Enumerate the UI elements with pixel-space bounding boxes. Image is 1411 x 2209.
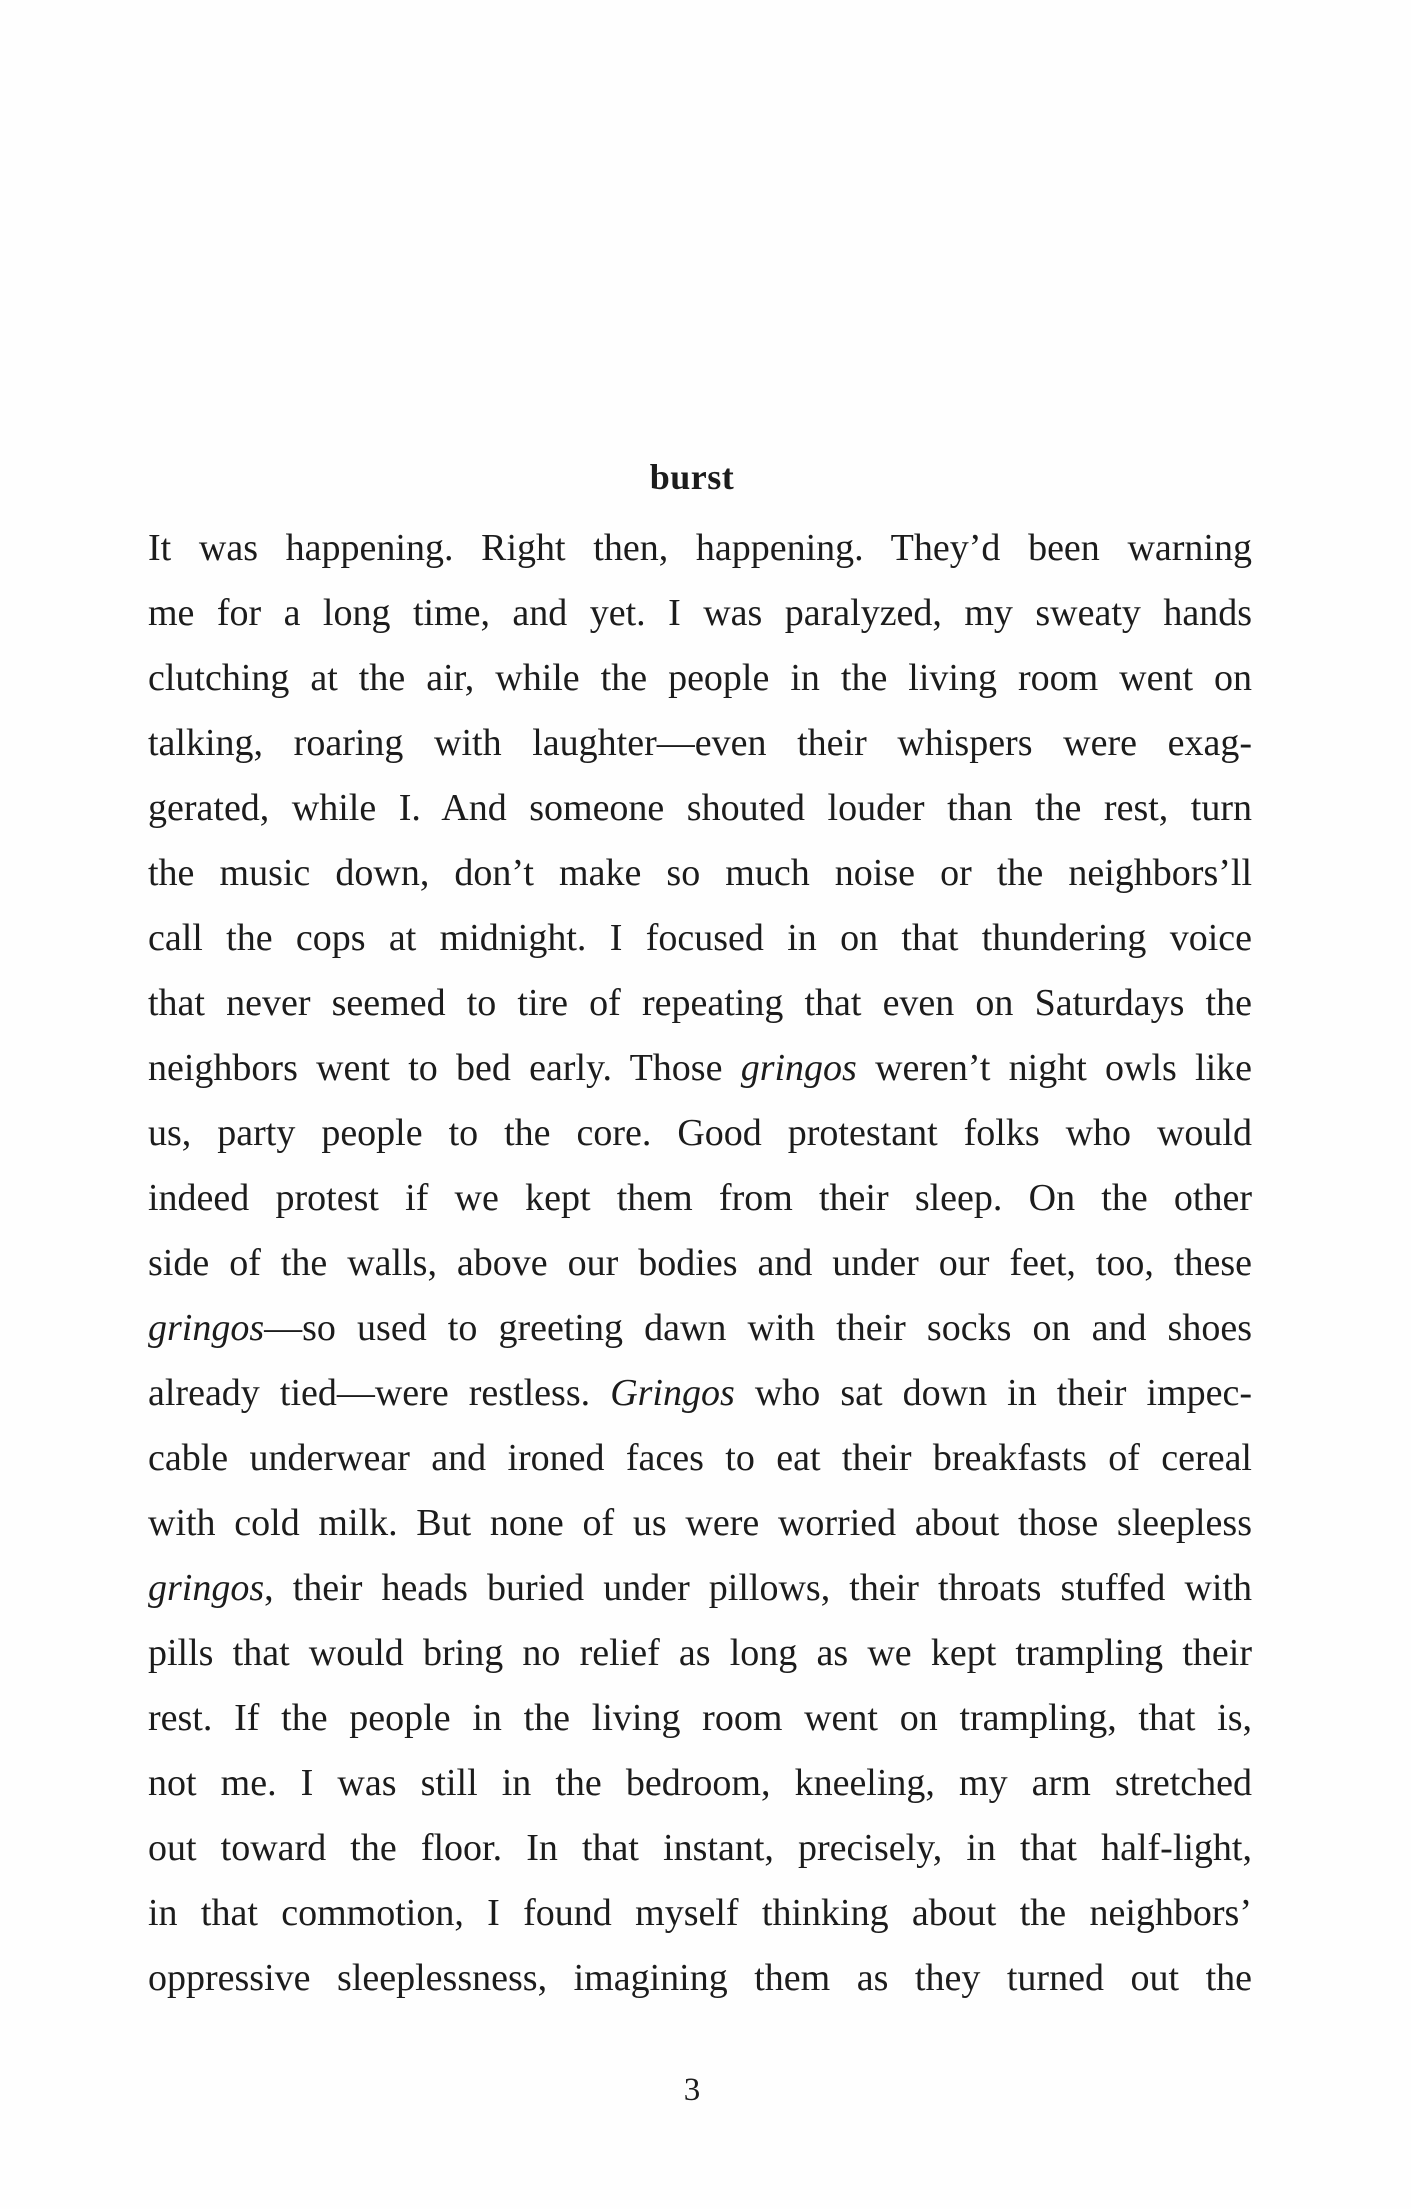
text-segment: in that commotion, I found myself thinking about the neighbors’ (148, 1892, 1252, 1934)
text-line (148, 1036, 1252, 1101)
text-segment: —so used to greeting dawn with their socks on and shoes (264, 1307, 1252, 1349)
text-segment: oppressive sleeplessness, imagining them as they turned out the (148, 1957, 1252, 1999)
italic-word: gringos (740, 1047, 857, 1089)
text-segment: pills that would bring no relief as long as we kept trampling their (148, 1632, 1252, 1674)
text-line (148, 1946, 1252, 2011)
text-segment: , their heads buried under pillows, their throats stuffed with (264, 1567, 1252, 1609)
text-segment: not me. I was still in the bedroom, kneeling, my arm stretched (148, 1762, 1252, 1804)
text-line (148, 1816, 1252, 1881)
text-line (148, 776, 1252, 841)
text-segment: that never seemed to tire of repeating that even on Saturdays the (148, 982, 1252, 1024)
text-line (148, 581, 1252, 646)
body-text (148, 516, 1252, 2011)
text-line (148, 1751, 1252, 1816)
text-segment: It was happening. Right then, happening. They’d been warning (148, 527, 1252, 569)
text-line (148, 1361, 1252, 1426)
text-line (148, 1491, 1252, 1556)
italic-word: gringos (148, 1567, 265, 1609)
text-segment: call the cops at midnight. I focused in on that thundering voice (148, 917, 1252, 959)
text-line (148, 1686, 1252, 1751)
text-line (148, 1231, 1252, 1296)
text-line (148, 711, 1252, 776)
text-segment: side of the walls, above our bodies and under our feet, too, these (148, 1242, 1252, 1284)
text-segment: gerated, while I. And someone shouted louder than the rest, turn (148, 787, 1252, 829)
text-line (148, 1101, 1252, 1166)
text-segment: who sat down in their impec- (734, 1372, 1252, 1414)
text-segment: neighbors went to bed early. Those (148, 1047, 741, 1089)
text-segment: already tied—were restless. (148, 1372, 611, 1414)
text-segment: talking, roaring with laughter—even their whispers were exag- (148, 722, 1252, 764)
text-line (148, 971, 1252, 1036)
text-segment: clutching at the air, while the people in the living room went on (148, 657, 1252, 699)
text-segment: indeed protest if we kept them from their sleep. On the other (148, 1177, 1252, 1219)
text-segment: out toward the floor. In that instant, precisely, in that half-light, (148, 1827, 1252, 1869)
italic-word: Gringos (610, 1372, 735, 1414)
text-line (148, 1296, 1252, 1361)
text-segment: rest. If the people in the living room went on trampling, that is, (148, 1697, 1252, 1739)
text-segment: with cold milk. But none of us were worried about those sleepless (148, 1502, 1252, 1544)
text-line (148, 516, 1252, 581)
text-line (148, 1166, 1252, 1231)
text-segment: the music down, don’t make so much noise or the neighbors’ll (148, 852, 1252, 894)
text-line (148, 1881, 1252, 1946)
text-line (148, 1621, 1252, 1686)
text-line (148, 646, 1252, 711)
text-segment: us, party people to the core. Good protestant folks who would (148, 1112, 1252, 1154)
chapter-title: burst (649, 457, 735, 497)
text-line (148, 1556, 1252, 1621)
text-line (148, 1426, 1252, 1491)
text-segment: weren’t night owls like (856, 1047, 1253, 1089)
page-number: 3 (683, 2072, 701, 2108)
italic-word: gringos (148, 1307, 265, 1349)
text-line (148, 906, 1252, 971)
text-line (148, 841, 1252, 906)
text-segment: me for a long time, and yet. I was paralyzed, my sweaty hands (148, 592, 1252, 634)
text-segment: cable underwear and ironed faces to eat their breakfasts of cereal (148, 1437, 1252, 1479)
